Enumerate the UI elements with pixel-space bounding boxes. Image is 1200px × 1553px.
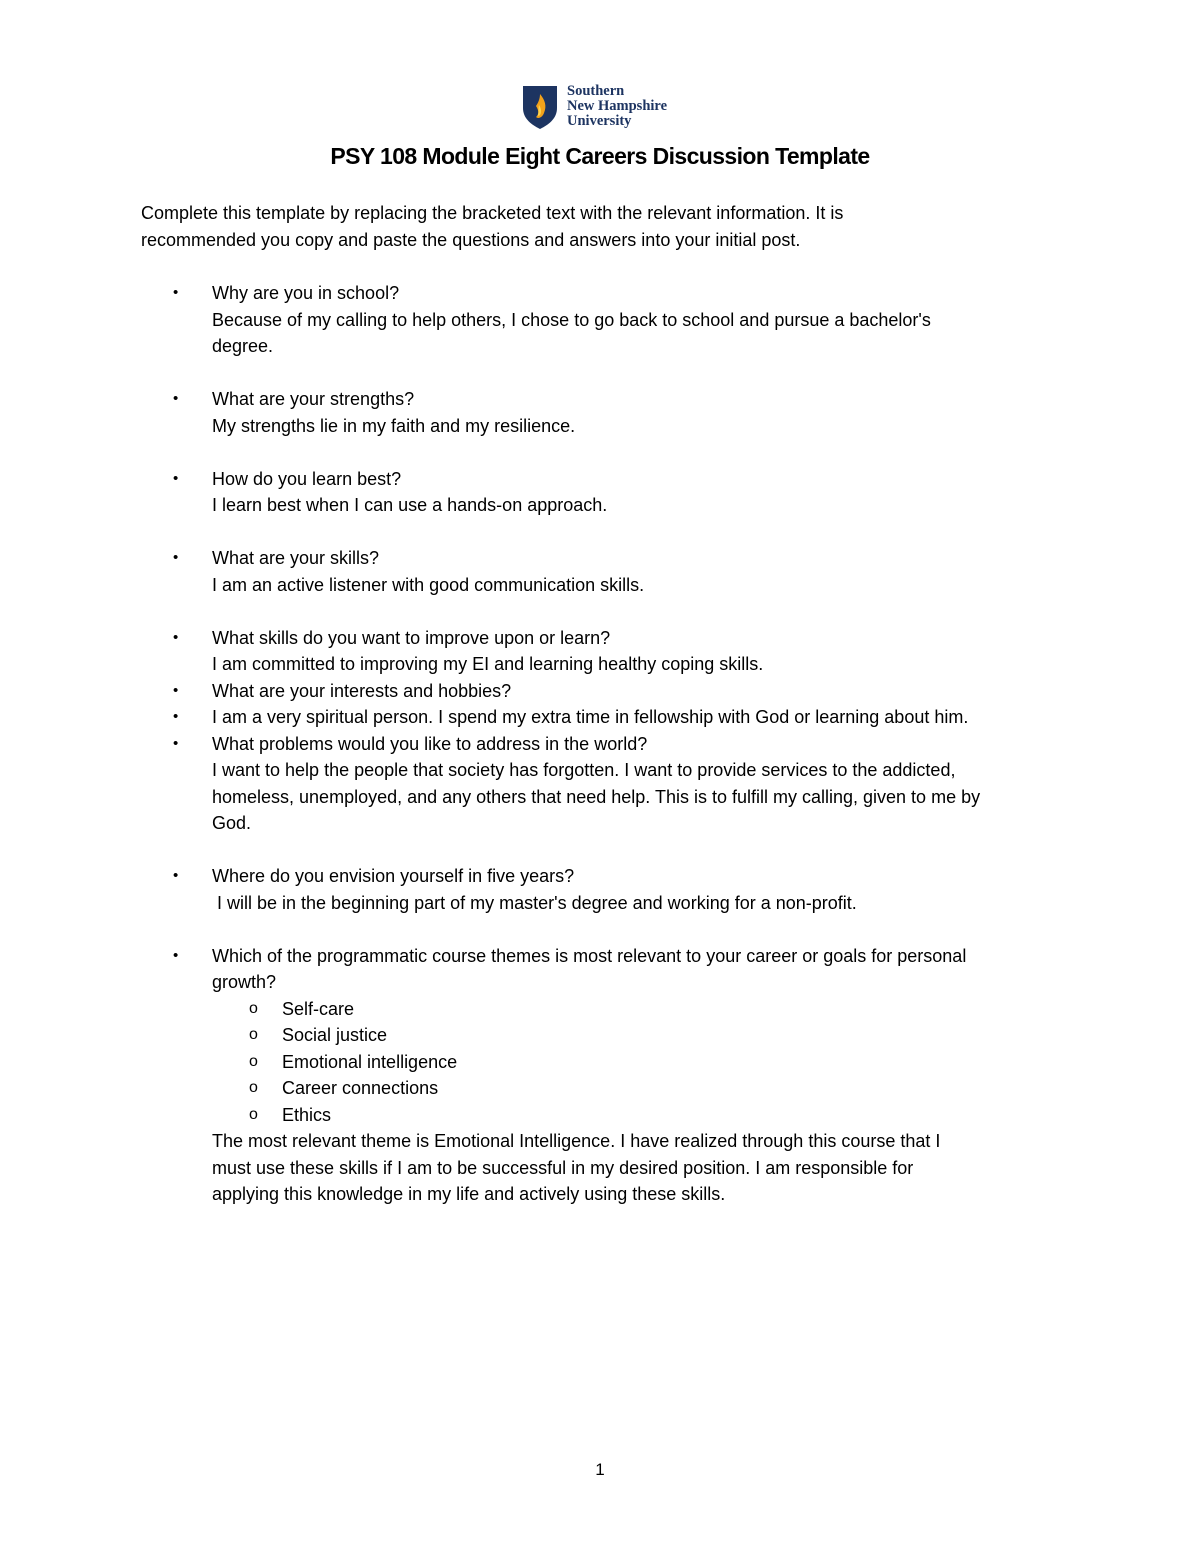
bullet: • — [173, 867, 179, 884]
question-text: Where do you envision yourself in five years? — [212, 866, 575, 886]
theme-item — [141, 1102, 1081, 1129]
answer-text: The most relevant theme is Emotional Intelligence. I have realized through this course that I — [212, 1131, 941, 1151]
logo-line: New Hampshire — [567, 98, 668, 114]
list-item — [141, 678, 1081, 705]
theme-item — [141, 1075, 1081, 1102]
question-text: What skills do you want to improve upon or learn? — [212, 627, 611, 648]
bullet: • — [173, 734, 179, 752]
list-item — [141, 545, 1081, 598]
theme-label: Career connections — [282, 1078, 439, 1098]
bullet: • — [173, 708, 179, 725]
logo-line: University — [567, 113, 632, 129]
theme-label: Ethics — [282, 1104, 332, 1125]
answer-text: I am an active listener with good communication skills. — [212, 574, 645, 595]
document-title: PSY 108 Module Eight Careers Discussion Template — [330, 143, 870, 169]
theme-item — [141, 1022, 1081, 1049]
bullet: • — [173, 681, 179, 699]
question-text: What are your strengths? — [212, 389, 415, 409]
answer-text: degree. — [212, 336, 274, 356]
answer-text: God. — [212, 813, 252, 833]
answer-text: I want to help the people that society has forgotten. I want to provide services to the addicted, — [212, 760, 956, 780]
theme-label: Self-care — [282, 998, 355, 1019]
question-list — [141, 280, 1081, 1208]
list-item — [141, 863, 1081, 916]
list-item — [141, 943, 1081, 1208]
list-item — [141, 280, 1081, 360]
snhu-shield-flame-icon — [521, 84, 559, 130]
bullet: • — [173, 946, 179, 964]
sub-bullet: o — [249, 1079, 258, 1096]
theme-item — [141, 1049, 1081, 1076]
list-item — [141, 466, 1081, 519]
list-item — [141, 704, 1081, 731]
bullet: • — [173, 469, 179, 487]
logo-wordmark — [567, 84, 667, 129]
answer-text: applying this knowledge in my life and actively using these skills. — [212, 1184, 726, 1204]
list-item — [141, 731, 1081, 837]
theme-label: Social justice — [282, 1025, 388, 1045]
sub-bullet: o — [249, 999, 258, 1017]
bullet: • — [173, 628, 179, 646]
question-text: What are your interests and hobbies? — [212, 680, 512, 701]
answer-text: Because of my calling to help others, I chose to go back to school and pursue a bachelor's — [212, 309, 931, 330]
answer-text: I am a very spiritual person. I spend my extra time in fellowship with God or learning about him. — [212, 707, 969, 727]
intro-line: recommended you copy and paste the questions and answers into your initial post. — [141, 230, 801, 250]
list-item — [141, 625, 1081, 678]
question-text: What problems would you like to address in the world? — [212, 733, 648, 754]
question-text: Which of the programmatic course themes is most relevant to your career or goals for personal — [212, 945, 967, 966]
intro-line: Complete this template by replacing the bracketed text with the relevant information. It is — [141, 203, 844, 223]
question-text: growth? — [212, 972, 277, 992]
answer-text: must use these skills if I am to be successful in my desired position. I am responsible for — [212, 1157, 914, 1178]
intro-paragraph — [141, 200, 1081, 254]
answer-text: I will be in the beginning part of my master's degree and working for a non-profit. — [212, 892, 857, 913]
sub-bullet: o — [249, 1026, 258, 1043]
logo-line: Southern — [567, 83, 625, 99]
theme-label: Emotional intelligence — [282, 1051, 458, 1072]
page-number: 1 — [595, 1460, 605, 1479]
question-text: How do you learn best? — [212, 468, 402, 489]
answer-text: I learn best when I can use a hands-on approach. — [212, 495, 608, 515]
bullet: • — [173, 549, 179, 566]
question-text: Why are you in school? — [212, 283, 400, 303]
university-logo — [521, 84, 691, 132]
sub-bullet: o — [249, 1105, 258, 1123]
sub-bullet: o — [249, 1052, 258, 1070]
answer-text: I am committed to improving my EI and learning healthy coping skills. — [212, 654, 764, 674]
answer-text: homeless, unemployed, and any others that need help. This is to fulfill my calling, given to me by — [212, 786, 981, 807]
list-item — [141, 386, 1081, 439]
theme-item — [141, 996, 1081, 1023]
bullet: • — [173, 390, 179, 407]
answer-text: My strengths lie in my faith and my resilience. — [212, 415, 576, 436]
question-text: What are your skills? — [212, 548, 380, 568]
bullet: • — [173, 284, 179, 301]
